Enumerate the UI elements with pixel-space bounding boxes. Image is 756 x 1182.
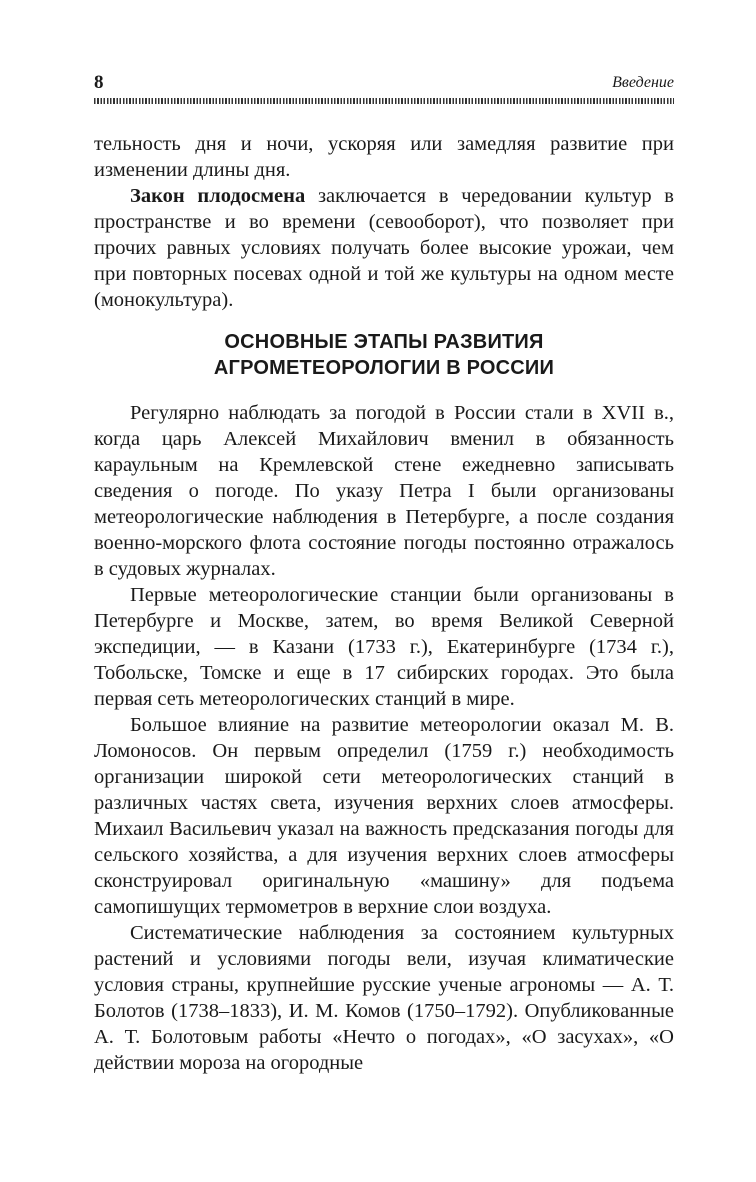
section-title-line-2: АГРОМЕТЕОРОЛОГИИ В РОССИИ <box>213 357 555 379</box>
book-page <box>94 70 674 1076</box>
running-title: Введение <box>612 74 674 91</box>
bold-term: Закон плодосмена <box>130 185 306 207</box>
paragraph: Большое влияние на развитие метеорологии оказал М. В. Ломоносов. Он первым определил (1759 г.) необходимость организации широкой сети метеорологических станций в различных частях света, изучения верхних слоев атмосферы. Михаил Васильевич указал на важность предсказания погоды для сельского хозяйства, а для изучения верхних слоев атмосферы сконструировал оригинальную «машину» для подъема самопишущих термометров в верхние слои воздуха. <box>94 714 674 918</box>
running-head <box>94 70 674 94</box>
paragraph: Систематические наблюдения за состоянием культурных растений и условиями погоды вели, изучая климатические условия страны, крупнейшие русские ученые агрономы — А. Т. Болотов (1738–1833), И. М. Комов (1750–1792). Опубликованные А. Т. Болотовым работы «Нечто о погодах», «О засухах», «О действии мороза на огородные <box>94 922 674 1074</box>
paragraph-text: заключается в чередовании культур в пространстве и во времени (севооборот), что позволяет при прочих равных условиях получать более высокие урожаи, чем при повторных посевах одной и той же культуры на одном месте (монокультура). <box>94 185 674 311</box>
body-text <box>94 131 674 1076</box>
paragraph: Регулярно наблюдать за погодой в России стали в XVII в., когда царь Алексей Михайлович вменил в обязанность караульным на Кремлевской стене ежедневно записывать сведения о погоде. По указу Петра I были организованы метеорологические наблюдения в Петербурге, а после создания военно-морского флота состояние погоды постоянно отражалось в судовых журналах. <box>94 402 674 580</box>
section-title <box>94 329 674 381</box>
page-number: 8 <box>94 72 104 93</box>
paragraph-continuation: тельность дня и ночи, ускоряя или замедляя развитие при изменении длины дня. <box>94 133 674 181</box>
section-title-line-1: ОСНОВНЫЕ ЭТАПЫ РАЗВИТИЯ <box>224 331 544 353</box>
header-rule <box>94 98 674 104</box>
paragraph-crop-rotation-law <box>94 183 674 313</box>
paragraph: Первые метеорологические станции были организованы в Петербурге и Москве, затем, во время Великой Северной экспедиции, — в Казани (1733 г.), Екатеринбурге (1734 г.), Тобольске, Томске и еще в 17 сибирских городах. Это была первая сеть метеорологических станций в мире. <box>94 584 674 710</box>
